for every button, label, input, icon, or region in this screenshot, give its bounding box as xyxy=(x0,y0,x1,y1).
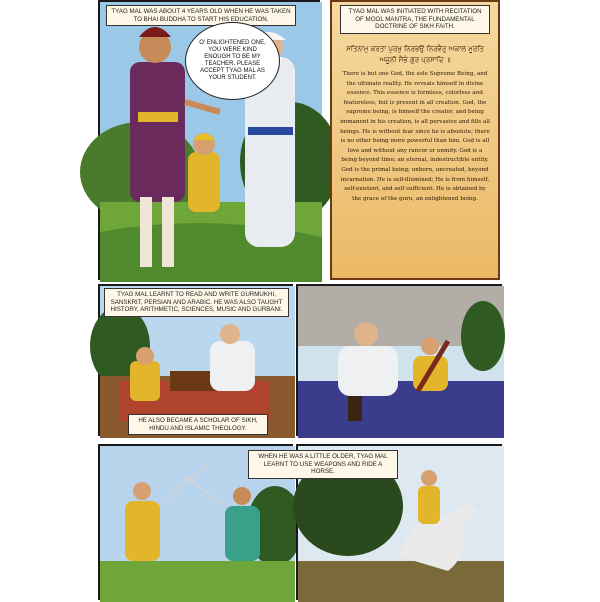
panel1-caption: TYAG MAL WAS ABOUT 4 YEARS OLD WHEN HE WAS TAKEN TO BHAI BUDDHA TO START HIS EDUCATION. xyxy=(106,5,296,26)
comic-page xyxy=(98,0,502,600)
mool-mantra-translation: There is but one God, the sole Supreme Being, and the ultimate reality. He reveals himself in divine essence. This essence is formless, colorless and featureless, but is present in all creation. God, the supreme being, is himself the creator, and being immanent in his creation, is all pervasive and fills all beings. He is without fear since he is absolute; there is no other being more powerful than him. God is all love and without any rancor or enmity. God is a being beyond time; an eternal, indestructible entity. God is the primal being; unborn, uncreated, beyond incarnation. He is self-illumined; He is from himself, self-existent, and self sufficient. He is obtained by the grace of the guru, an enlightened being. xyxy=(340,71,490,202)
mool-mantra-gurmukhi: ਸਤਿਨਾਮੁ ਕਰਤਾ ਪੁਰਖੁ ਨਿਰਭਉ ਨਿਰਵੈਰੁ ਅਕਾਲ ਮੂਰਤਿ ਅਜੂਨੀ ਸੈਭੰ ਗੁਰ ਪ੍ਰਸਾਦਿ ॥ xyxy=(346,45,484,64)
panel1-speech-bubble: O' ENLIGHTENED ONE, YOU WERE KIND ENOUGH TO BE MY TEACHER, PLEASE ACCEPT TYAG MAL AS YOUR STUDENT. xyxy=(185,22,280,100)
panel-horse-riding xyxy=(258,444,502,600)
panel-mool-mantra-scroll xyxy=(330,0,500,280)
panel2-caption: TYAG MAL WAS INITIATED WITH RECITATION OF MOOL MANTRA, THE FUNDAMENTAL DOCTRINE OF SIKH FAITH. xyxy=(340,5,490,34)
panel-music-lesson xyxy=(296,284,502,436)
panel-studying xyxy=(98,284,293,436)
panel-education-start xyxy=(98,0,320,280)
panel3-caption-top: TYAG MAL LEARNT TO READ AND WRITE GURMUKHI, SANSKRIT, PERSIAN AND ARABIC. HE WAS ALSO TAUGHT HISTORY, ARITHMETIC, SCIENCES, MUSIC AND GURBANI. xyxy=(104,288,289,317)
panel5-caption: WHEN HE WAS A LITTLE OLDER, TYAG MAL LEARNT TO USE WEAPONS AND RIDE A HORSE. xyxy=(248,450,398,479)
panel-illustration-music xyxy=(298,286,504,438)
panel3-caption-bottom: HE ALSO BECAME A SCHOLAR OF SIKH, HINDU AND ISLAMIC THEOLOGY. xyxy=(128,414,268,435)
